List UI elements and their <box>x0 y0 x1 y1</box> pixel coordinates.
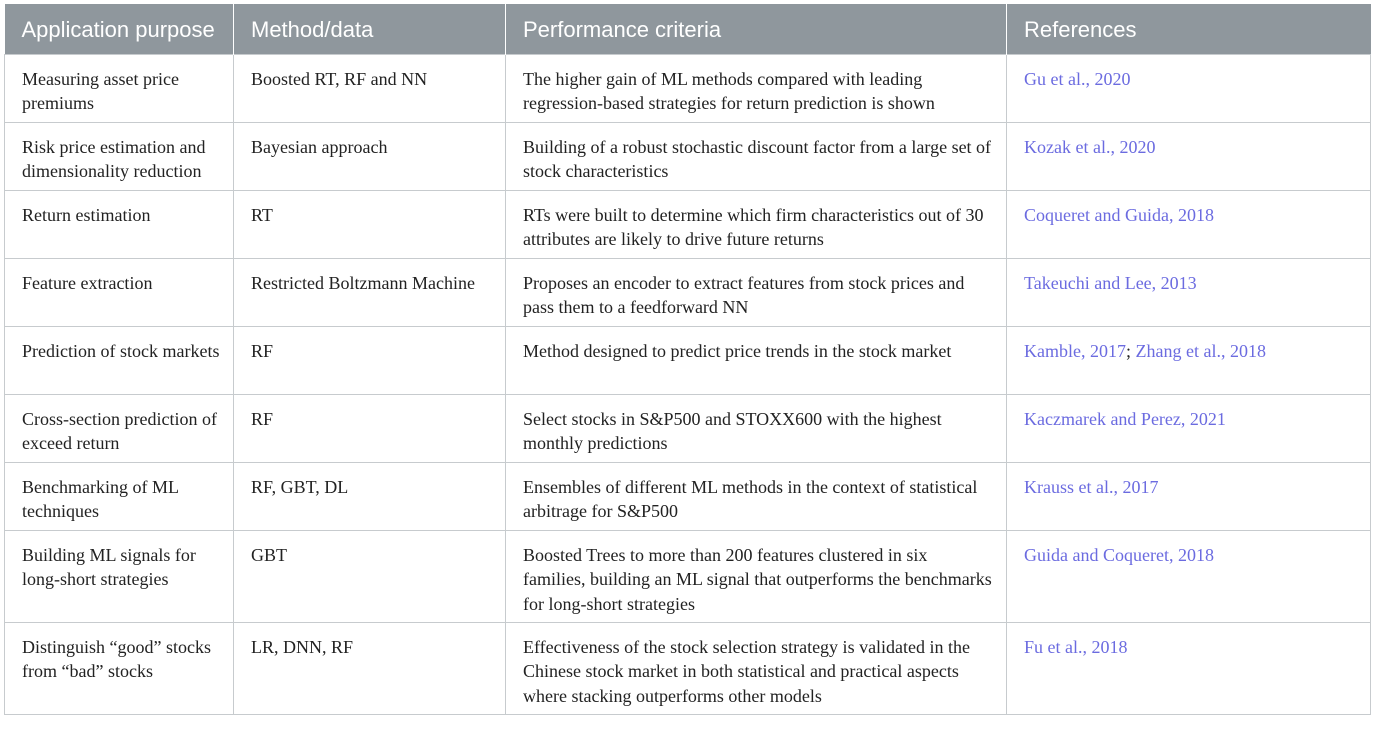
header-row <box>5 4 1371 54</box>
purpose-cell: Feature extraction <box>5 258 234 326</box>
reference-link[interactable]: Kaczmarek and Perez, 2021 <box>1024 408 1226 429</box>
references-cell <box>1007 190 1371 258</box>
purpose-cell: Benchmarking of ML techniques <box>5 462 234 530</box>
purpose-cell: Measuring asset price premiums <box>5 54 234 122</box>
purpose-cell: Distinguish “good” stocks from “bad” stocks <box>5 622 234 714</box>
reference-link[interactable]: Zhang et al., 2018 <box>1135 340 1266 361</box>
header-references: References <box>1007 4 1371 54</box>
header-application-purpose: Application purpose <box>5 4 234 54</box>
references-cell <box>1007 622 1371 714</box>
table-row <box>5 462 1371 530</box>
table-row <box>5 326 1371 394</box>
references-cell <box>1007 394 1371 462</box>
reference-link[interactable]: Coqueret and Guida, 2018 <box>1024 204 1214 225</box>
header-performance-criteria: Performance criteria <box>506 4 1007 54</box>
method-cell: RF <box>234 394 506 462</box>
criteria-cell: Effectiveness of the stock selection strategy is validated in the Chinese stock market in both statistical and practical aspects where stacking outperforms other models <box>506 622 1007 714</box>
reference-link[interactable]: Gu et al., 2020 <box>1024 68 1131 89</box>
criteria-cell: The higher gain of ML methods compared with leading regression-based strategies for return prediction is shown <box>506 54 1007 122</box>
method-cell: RT <box>234 190 506 258</box>
references-cell <box>1007 326 1371 394</box>
purpose-cell: Cross-section prediction of exceed return <box>5 394 234 462</box>
criteria-cell: Method designed to predict price trends in the stock market <box>506 326 1007 394</box>
criteria-cell: Proposes an encoder to extract features from stock prices and pass them to a feedforward NN <box>506 258 1007 326</box>
method-cell: GBT <box>234 530 506 622</box>
header-method-data: Method/data <box>234 4 506 54</box>
reference-separator: ; <box>1125 340 1136 361</box>
table-row <box>5 190 1371 258</box>
criteria-cell: Boosted Trees to more than 200 features clustered in six families, building an ML signal that outperforms the benchmarks for long-short strategies <box>506 530 1007 622</box>
criteria-cell: Building of a robust stochastic discount factor from a large set of stock characteristics <box>506 122 1007 190</box>
purpose-cell: Risk price estimation and dimensionality reduction <box>5 122 234 190</box>
references-cell <box>1007 530 1371 622</box>
reference-link[interactable]: Fu et al., 2018 <box>1024 636 1128 657</box>
purpose-cell: Building ML signals for long-short strategies <box>5 530 234 622</box>
purpose-cell: Return estimation <box>5 190 234 258</box>
reference-link[interactable]: Takeuchi and Lee, 2013 <box>1024 272 1197 293</box>
references-cell <box>1007 258 1371 326</box>
method-cell: RF <box>234 326 506 394</box>
reference-link[interactable]: Kozak et al., 2020 <box>1024 136 1156 157</box>
purpose-cell: Prediction of stock markets <box>5 326 234 394</box>
table-row <box>5 394 1371 462</box>
table-row <box>5 530 1371 622</box>
criteria-cell: Select stocks in S&P500 and STOXX600 with the highest monthly predictions <box>506 394 1007 462</box>
method-cell: LR, DNN, RF <box>234 622 506 714</box>
ml-applications-table <box>4 4 1371 715</box>
criteria-cell: Ensembles of different ML methods in the context of statistical arbitrage for S&P500 <box>506 462 1007 530</box>
table-row <box>5 54 1371 122</box>
table-row <box>5 622 1371 714</box>
criteria-cell: RTs were built to determine which firm characteristics out of 30 attributes are likely to drive future returns <box>506 190 1007 258</box>
references-cell <box>1007 54 1371 122</box>
reference-link[interactable]: Krauss et al., 2017 <box>1024 476 1159 497</box>
references-cell <box>1007 122 1371 190</box>
reference-link[interactable]: Kamble, 2017 <box>1024 340 1126 361</box>
method-cell: Boosted RT, RF and NN <box>234 54 506 122</box>
table-row <box>5 258 1371 326</box>
reference-link[interactable]: Guida and Coqueret, 2018 <box>1024 544 1214 565</box>
method-cell: RF, GBT, DL <box>234 462 506 530</box>
method-cell: Restricted Boltzmann Machine <box>234 258 506 326</box>
table-row <box>5 122 1371 190</box>
method-cell: Bayesian approach <box>234 122 506 190</box>
references-cell <box>1007 462 1371 530</box>
